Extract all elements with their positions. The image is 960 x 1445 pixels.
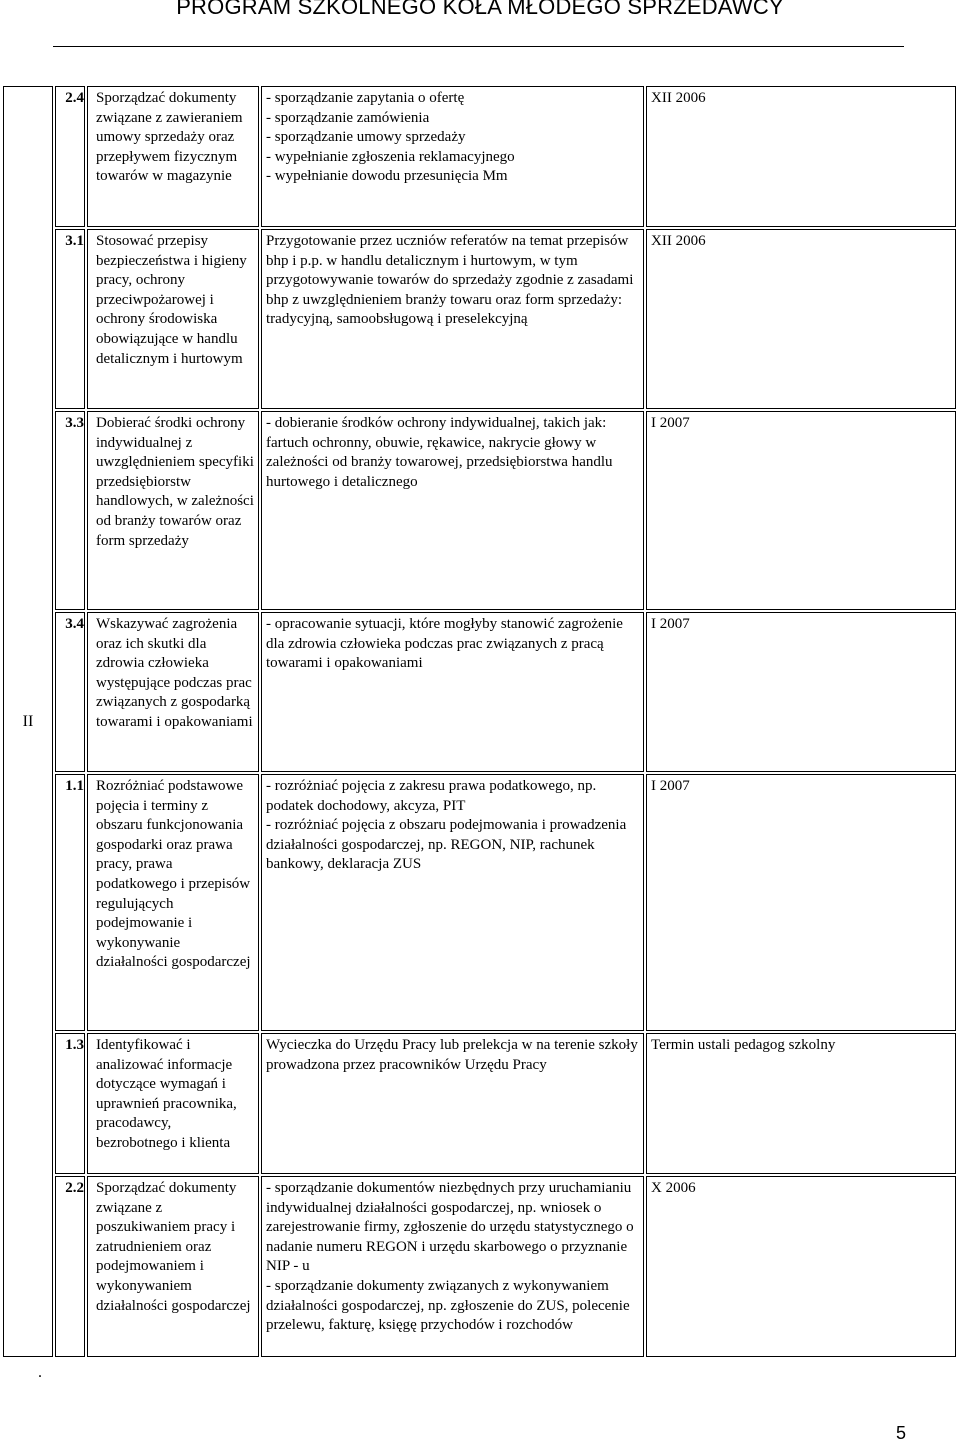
goal-number: 1.3 xyxy=(55,1033,85,1174)
tasks-cell xyxy=(261,774,644,1031)
goal-number: 3.1 xyxy=(55,229,85,409)
task-line: - sporządzanie zamówienia xyxy=(266,109,430,126)
task-line: - wypełnianie dowodu przesunięcia Mm xyxy=(266,168,508,185)
table-row xyxy=(3,86,956,227)
table-row xyxy=(3,1176,956,1357)
program-table xyxy=(1,84,958,1359)
table-row xyxy=(3,1033,956,1174)
stray-dot: . xyxy=(38,1364,42,1381)
task-line: - sporządzanie zapytania o ofertę xyxy=(266,90,465,106)
header-rule xyxy=(53,46,904,47)
term-cell: I 2007 xyxy=(646,774,956,1031)
table-row xyxy=(3,612,956,772)
page-title: PROGRAM SZKOLNEGO KOŁA MŁODEGO SPRZEDAWCY xyxy=(176,0,784,19)
goal-text: Sporządzać dokumenty związane z zawieraniem umowy sprzedaży oraz przepływem fizycznym towarów w magazynie xyxy=(87,86,259,227)
tasks-cell xyxy=(261,86,644,227)
term-cell: I 2007 xyxy=(646,612,956,772)
task-line: - sporządzanie dokumentów niezbędnych przy uruchamianiu indywidualnej działalności gospodarczej, np. wniosek o zarejestrowanie firmy, zgłoszenie do urzędu statystycznego o nadanie numeru REGON i urzędu skarbowego o przyznanie NIP - u xyxy=(266,1180,634,1275)
goal-text: Dobierać środki ochrony indywidualnej z uwzględnieniem specyfiki przedsiębiorstw handlowych, w zależności od branży towarów oraz form sprzedaży xyxy=(87,411,259,610)
goal-text: Sporządzać dokumenty związane z poszukiwaniem pracy i zatrudnieniem oraz podejmowaniem i wykonywaniem działalności gospodarczej xyxy=(87,1176,259,1357)
task-line: - rozróżniać pojęcia z obszaru podejmowania i prowadzenia działalności gospodarczej, np. REGON, NIP, rachunek bankowy, deklaracja ZUS xyxy=(266,817,627,873)
term-cell: I 2007 xyxy=(646,411,956,610)
goal-number: 3.4 xyxy=(55,612,85,772)
task-line: - sporządzanie umowy sprzedaży xyxy=(266,129,466,146)
task-line: - sporządzanie dokumenty związanych z wykonywaniem działalności gospodarczej, np. zgłoszenie do ZUS, polecenie przelewu, fakturę, księgę przychodów i rozchodów xyxy=(266,1277,630,1334)
section-cell: II xyxy=(3,86,53,1357)
goal-number: 1.1 xyxy=(55,774,85,1031)
goal-number: 2.2 xyxy=(55,1176,85,1357)
goal-text: Identyfikować i analizować informacje dotyczące wymagań i uprawnień pracownika, pracodawcy, bezrobotnego i klienta xyxy=(87,1033,259,1174)
goal-text: Stosować przepisy bezpieczeństwa i higieny pracy, ochrony przeciwpożarowej i ochrony środowiska obowiązujące w handlu detalicznym i hurtowym xyxy=(87,229,259,409)
task-line: - rozróżniać pojęcia z zakresu prawa podatkowego, np. podatek dochodowy, akcyza, PIT xyxy=(266,778,597,814)
goal-number: 2.4 xyxy=(55,86,85,227)
tasks-cell xyxy=(261,1176,644,1357)
table-row xyxy=(3,229,956,409)
tasks-cell: Przygotowanie przez uczniów referatów na temat przepisów bhp i p.p. w handlu detalicznym i hurtowym, w tym przygotowywanie towarów do sprzedaży zgodnie z zasadami bhp z uwzględnieniem branży towaru oraz form sprzedaży: tradycyjną, samoobsługową i preselekcyjną xyxy=(261,229,644,409)
term-cell: XII 2006 xyxy=(646,86,956,227)
tasks-cell: Wycieczka do Urzędu Pracy lub prelekcja w na terenie szkoły prowadzona przez pracowników Urzędu Pracy xyxy=(261,1033,644,1174)
page-header xyxy=(0,0,960,48)
tasks-cell: - opracowanie sytuacji, które mogłyby stanowić zagrożenie dla zdrowia człowieka podczas prac związanych z pracą towarami i opakowaniami xyxy=(261,612,644,772)
term-cell: XII 2006 xyxy=(646,229,956,409)
term-cell: Termin ustali pedagog szkolny xyxy=(646,1033,956,1174)
goal-text: Wskazywać zagrożenia oraz ich skutki dla zdrowia człowieka występujące podczas prac związanych z gospodarką towarami i opakowaniami xyxy=(87,612,259,772)
tasks-cell: - dobieranie środków ochrony indywidualnej, takich jak: fartuch ochronny, obuwie, rękawice, nakrycie głowy w zależności od branży towarowej, przedsiębiorstwa handlu hurtowego i detalicznego xyxy=(261,411,644,610)
goal-number: 3.3 xyxy=(55,411,85,610)
goal-text: Rozróżniać podstawowe pojęcia i terminy z obszaru funkcjonowania gospodarki oraz prawa pracy, prawa podatkowego i przepisów regulujących podejmowanie i wykonywanie działalności gospodarczej xyxy=(87,774,259,1031)
page-number: 5 xyxy=(896,1423,907,1443)
task-line: - wypełnianie zgłoszenia reklamacyjnego xyxy=(266,148,515,165)
table-row xyxy=(3,411,956,610)
table-row xyxy=(3,774,956,1031)
term-cell: X 2006 xyxy=(646,1176,956,1357)
